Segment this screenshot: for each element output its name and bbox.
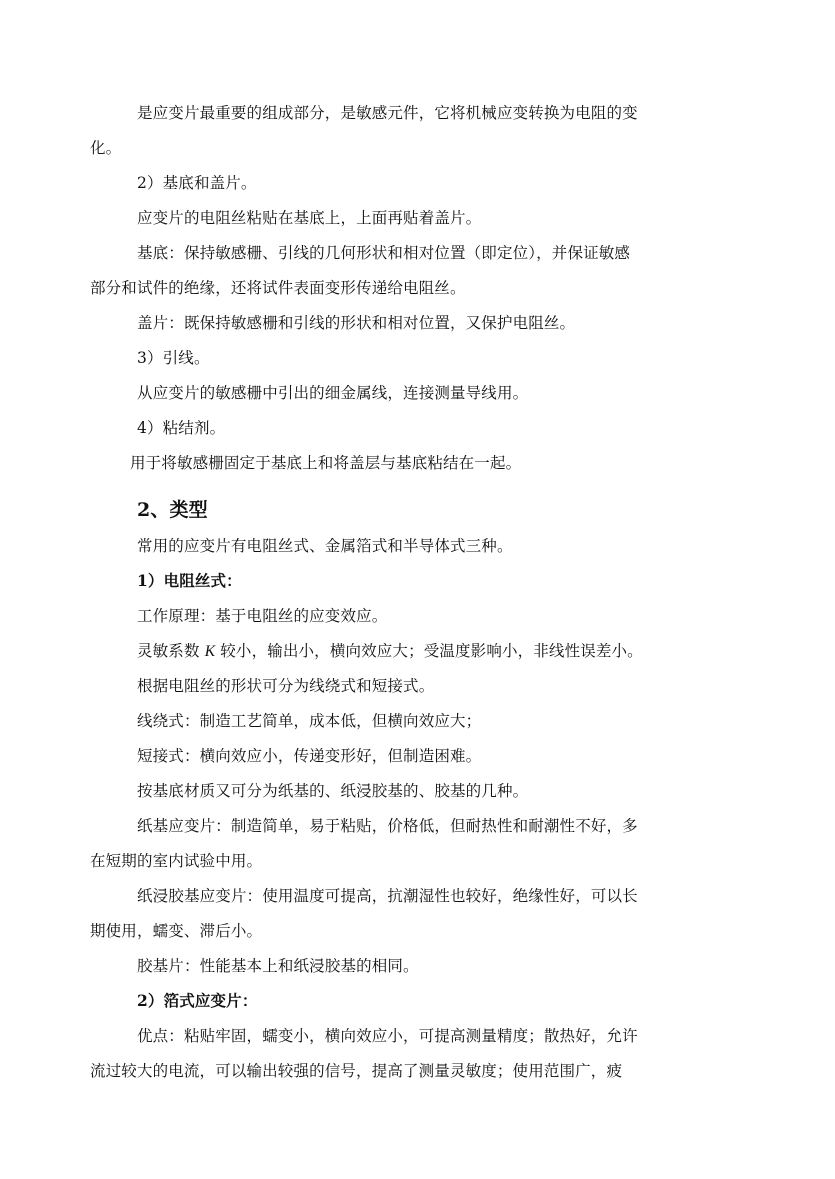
list-item-heading: 4）粘结剂。 bbox=[137, 419, 226, 437]
paragraph-line: 线绕式：制造工艺简单，成本低，但横向效应大； bbox=[137, 712, 482, 730]
paragraph-line: 盖片：既保持敏感栅和引线的形状和相对位置，又保护电阻丝。 bbox=[137, 314, 576, 332]
text-segment: 较小，输出小，横向效应大；受温度影响小，非线性误差小。 bbox=[220, 642, 643, 660]
paragraph-line: 按基底材质又可分为纸基的、纸浸胶基的、胶基的几种。 bbox=[137, 782, 529, 800]
text-segment: 灵敏系数 bbox=[137, 642, 200, 660]
paragraph-line: 短接式：横向效应小，传递变形好，但制造困难。 bbox=[137, 747, 482, 765]
paragraph-line: 胶基片：性能基本上和纸浸胶基的相同。 bbox=[137, 957, 419, 975]
paragraph-line: 工作原理：基于电阻丝的应变效应。 bbox=[137, 607, 388, 625]
paragraph-line bbox=[137, 641, 643, 662]
paragraph-line: 在短期的室内试验中用。 bbox=[90, 852, 263, 870]
list-item-heading: 2）基底和盖片。 bbox=[137, 174, 257, 192]
paragraph-line: 根据电阻丝的形状可分为线绕式和短接式。 bbox=[137, 677, 435, 695]
math-symbol: K bbox=[204, 643, 216, 660]
paragraph-line: 优点：粘贴牢固，蠕变小，横向效应小，可提高测量精度；散热好，允许 bbox=[137, 1027, 638, 1045]
paragraph-line: 期使用，蠕变、滞后小。 bbox=[90, 922, 263, 940]
paragraph-line: 纸浸胶基应变片：使用温度可提高，抗潮湿性也较好，绝缘性好，可以长 bbox=[137, 887, 638, 905]
paragraph-line: 部分和试件的绝缘，还将试件表面变形传递给电阻丝。 bbox=[90, 279, 466, 297]
paragraph-line: 化。 bbox=[90, 139, 122, 157]
paragraph-line: 常用的应变片有电阻丝式、金属箔式和半导体式三种。 bbox=[137, 537, 513, 555]
paragraph-line: 应变片的电阻丝粘贴在基底上，上面再贴着盖片。 bbox=[137, 209, 482, 227]
paragraph-line: 流过较大的电流，可以输出较强的信号，提高了测量灵敏度；使用范围广，疲 bbox=[90, 1062, 623, 1080]
paragraph-line: 用于将敏感栅固定于基底上和将盖层与基底粘结在一起。 bbox=[130, 454, 522, 472]
paragraph-line: 是应变片最重要的组成部分，是敏感元件，它将机械应变转换为电阻的变 bbox=[137, 104, 638, 122]
subsection-heading: 2）箔式应变片： bbox=[137, 991, 258, 1010]
section-heading: 2、类型 bbox=[137, 499, 208, 521]
paragraph-line: 基底：保持敏感栅、引线的几何形状和相对位置（即定位），并保证敏感 bbox=[137, 244, 631, 262]
paragraph-line: 纸基应变片：制造简单，易于粘贴，价格低，但耐热性和耐潮性不好，多 bbox=[137, 817, 638, 835]
paragraph-line: 从应变片的敏感栅中引出的细金属线，连接测量导线用。 bbox=[137, 384, 529, 402]
list-item-heading: 3）引线。 bbox=[137, 349, 210, 367]
subsection-heading: 1）电阻丝式： bbox=[137, 571, 242, 590]
